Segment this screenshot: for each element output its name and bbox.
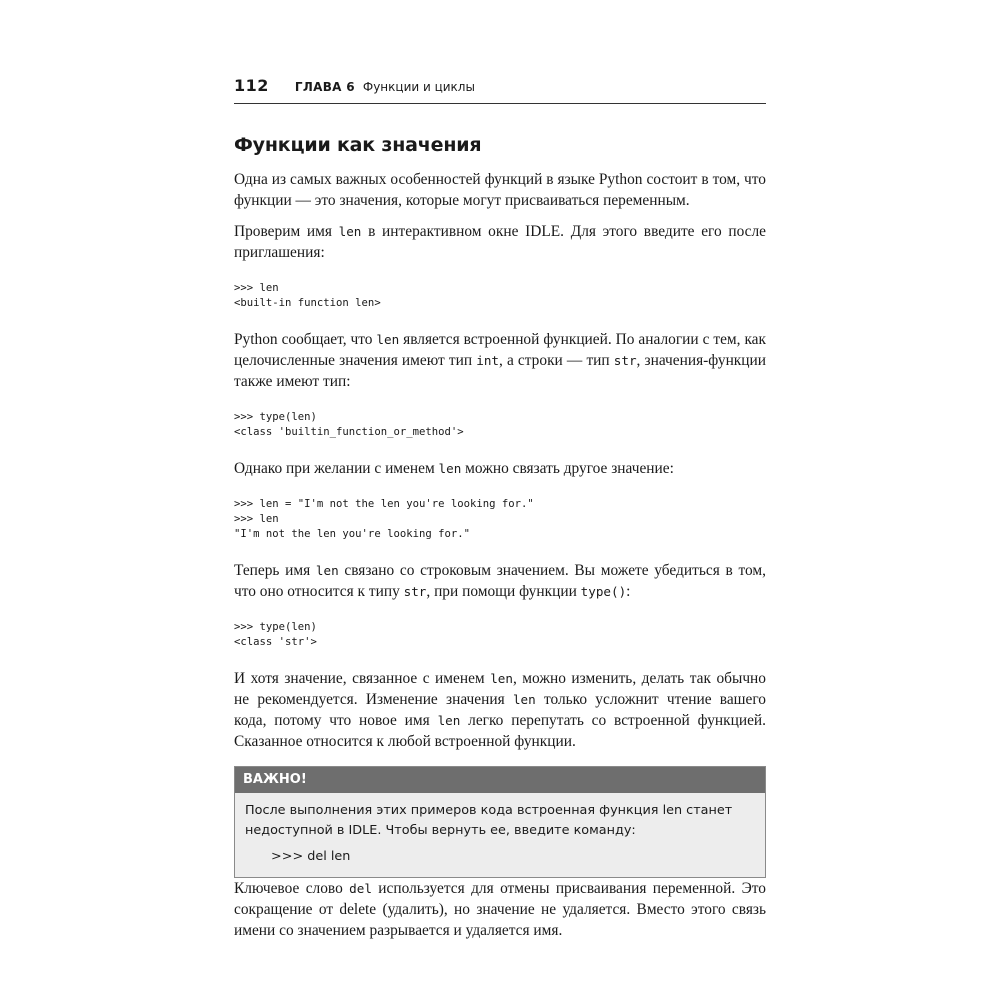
inline-code: len bbox=[315, 563, 339, 578]
inline-code: len bbox=[376, 332, 400, 347]
chapter-label: ГЛАВА 6 bbox=[294, 80, 355, 94]
paragraph-3: Python сообщает, что len является встроенной функцией. По аналогии с тем, как целочисленные значения имеют тип int, а строки — тип str, значения-функции также имеют тип: bbox=[234, 331, 766, 390]
inline-code: str bbox=[613, 353, 637, 368]
page-number: 112 bbox=[234, 76, 269, 95]
inline-code: str bbox=[403, 584, 427, 599]
code-block-3: >>> len = "I'm not the len you're looking for." >>> len "I'm not the len you're looking for." bbox=[234, 498, 534, 540]
paragraph-4: Однако при желании с именем len можно связать другое значение: bbox=[234, 460, 674, 477]
paragraph-1: Одна из самых важных особенностей функций в языке Python состоит в том, что функции — это значения, которые могут присваиваться переменным. bbox=[234, 171, 766, 209]
code-block-1: >>> len <built-in function len> bbox=[234, 282, 381, 309]
book-page bbox=[234, 76, 766, 951]
paragraph-5: Теперь имя len связано со строковым значением. Вы можете убедиться в том, что оно относится к типу str, при помощи функции type(): bbox=[234, 562, 766, 600]
inline-code: del bbox=[349, 881, 372, 896]
chapter-title: Функции и циклы bbox=[362, 80, 475, 94]
important-note bbox=[234, 766, 766, 878]
code-block-4: >>> type(len) <class 'str'> bbox=[234, 621, 317, 648]
inline-code: int bbox=[476, 353, 499, 368]
code-block-2: >>> type(len) <class 'builtin_function_or_method'> bbox=[234, 411, 464, 438]
note-title: ВАЖНО! bbox=[235, 767, 765, 793]
note-text: После выполнения этих примеров кода встроенная функция len станет недоступной в IDLE. Чтобы вернуть ее, введите команду: bbox=[245, 803, 733, 838]
paragraph-2: Проверим имя len в интерактивном окне IDLE. Для этого введите его после приглашения: bbox=[234, 223, 767, 261]
note-body bbox=[235, 793, 765, 877]
inline-code: len bbox=[437, 713, 461, 728]
inline-code: len bbox=[490, 671, 513, 686]
inline-code: len bbox=[512, 692, 536, 707]
inline-code: len bbox=[438, 461, 462, 476]
running-header bbox=[234, 76, 766, 104]
paragraph-6: И хотя значение, связанное с именем len, можно изменить, делать так обычно не рекомендуется. Изменение значения len только усложнит чтение вашего кода, потому что новое имя len легко перепутать со встроенной функцией. Сказанное относится к любой встроенной функции. bbox=[234, 670, 767, 750]
inline-code: len bbox=[338, 224, 362, 239]
paragraph-7: Ключевое слово del используется для отмены присваивания переменной. Это сокращение от delete (удалить), но значение не удаляется. Вместо этого связь имени со значением разрывается и удаляется имя. bbox=[234, 880, 766, 939]
note-code: >>> del len bbox=[271, 849, 351, 864]
section-title: Функции как значения bbox=[234, 134, 482, 156]
inline-code: type() bbox=[580, 584, 627, 599]
